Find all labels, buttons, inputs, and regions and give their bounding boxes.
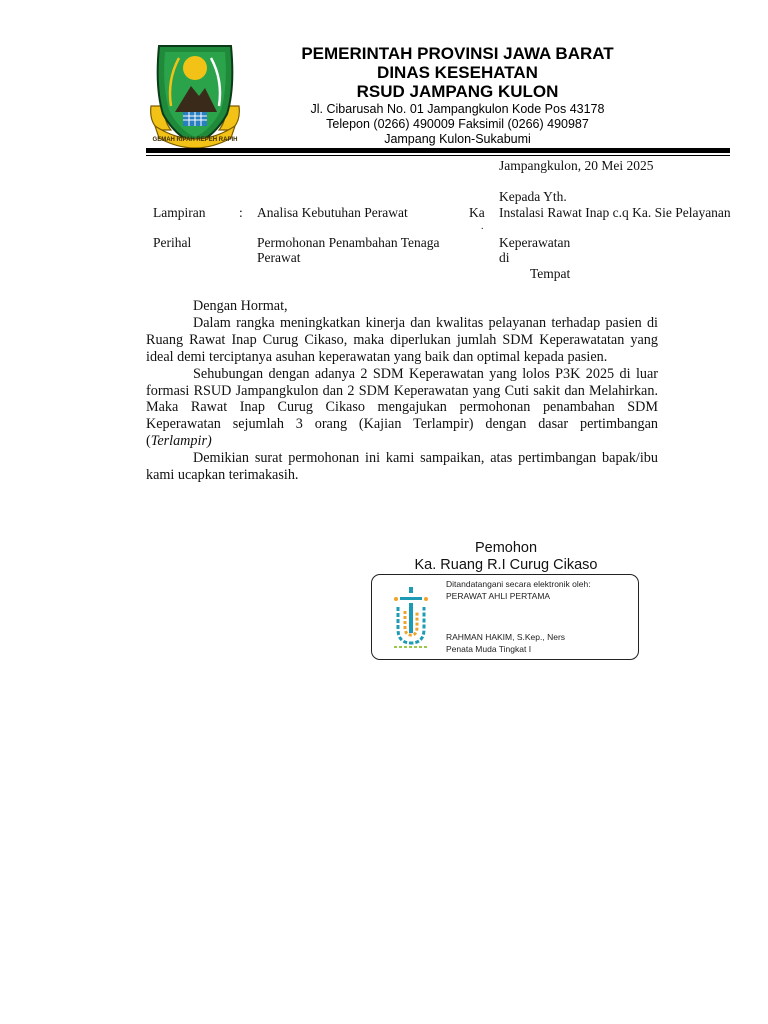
letterhead-address: Jl. Cibarusah No. 01 Jampangkulon Kode Pos 43178 [310, 102, 605, 116]
letterhead-government: PEMERINTAH PROVINSI JAWA BARAT [301, 44, 614, 63]
letter-body [146, 298, 658, 484]
letterhead-hospital: RSUD JAMPANG KULON [356, 82, 559, 101]
recipient-line3: Keperawatan [499, 235, 571, 250]
west-java-emblem-icon [145, 40, 245, 150]
letterhead [255, 44, 660, 147]
esign-position: PERAWAT AHLI PERTAMA [446, 591, 551, 601]
logo-motto-text: GEMAH RIPAH REPEH RAPIH [152, 137, 238, 143]
letterhead-rule-thick [146, 148, 730, 153]
recipient-line5: Tempat [530, 266, 571, 281]
electronic-signature-logo-icon [388, 585, 434, 653]
perihal-value-line1: Permohonan Penambahan Tenaga [257, 235, 440, 250]
lampiran-value: Analisa Kebutuhan Perawat [257, 205, 408, 220]
body-paragraph-1: Dalam rangka meningkatkan kinerja dan kwalitas pelayanan terhadap pasien di Ruang Rawat Inap Curug Cikaso, maka diperlukan jumlah SDM Keperawatatan yang ideal demi terciptanya asuhan keperawatan yang baik dan optimal kepada pasien. [146, 314, 658, 365]
body-paragraph-2-italic: Terlampir) [150, 433, 212, 450]
recipient-dot: . [481, 221, 484, 232]
lampiran-label: Lampiran [153, 205, 206, 220]
recipient-line1: Kepada Yth. [499, 189, 567, 204]
letterhead-department: DINAS KESEHATAN [377, 63, 538, 82]
body-paragraph-2 [146, 366, 658, 451]
body-paragraph-2-text: Sehubungan dengan adanya 2 SDM Keperawatan yang lolos P3K 2025 di luar formasi RSUD Jampangkulon dan 2 SDM Keperawatan yang Cuti sakit dan Melahirkan. Maka Rawat Inap Curug Cikaso mengajukan permohonan penambahan SDM Keperawatan sejumlah 3 orang (Kajian Terlampir) dengan dasar pertimbangan ( [146, 365, 658, 450]
lampiran-colon: : [239, 205, 243, 220]
esign-rank: Penata Muda Tingkat I [446, 644, 532, 654]
esign-name: RAHMAN HAKIM, S.Kep., Ners [446, 632, 566, 642]
letterhead-rule-thin [146, 155, 730, 156]
letterhead-phone: Telepon (0266) 490009 Faksimil (0266) 490987 [326, 117, 589, 131]
greeting: Dengan Hormat, [193, 298, 288, 314]
recipient-ka: Ka [469, 205, 485, 220]
signature-role1: Pemohon [474, 540, 538, 556]
body-paragraph-3: Demikian surat permohonan ini kami sampaikan, atas pertimbangan bapak/ibu kami ucapkan terimakasih. [146, 450, 658, 484]
recipient-line2: Instalasi Rawat Inap c.q Ka. Sie Pelayanan [499, 205, 731, 220]
perihal-label: Perihal [153, 235, 192, 250]
perihal-value-line2: Perawat [257, 250, 301, 265]
esign-note: Ditandatangani secara elektronik oleh: [446, 579, 591, 589]
recipient-line4: di [499, 250, 510, 265]
signature-role2: Ka. Ruang R.I Curug Cikaso [414, 557, 598, 573]
letterhead-city: Jampang Kulon-Sukabumi [384, 132, 531, 146]
letter-date: Jampangkulon, 20 Mei 2025 [499, 158, 654, 173]
